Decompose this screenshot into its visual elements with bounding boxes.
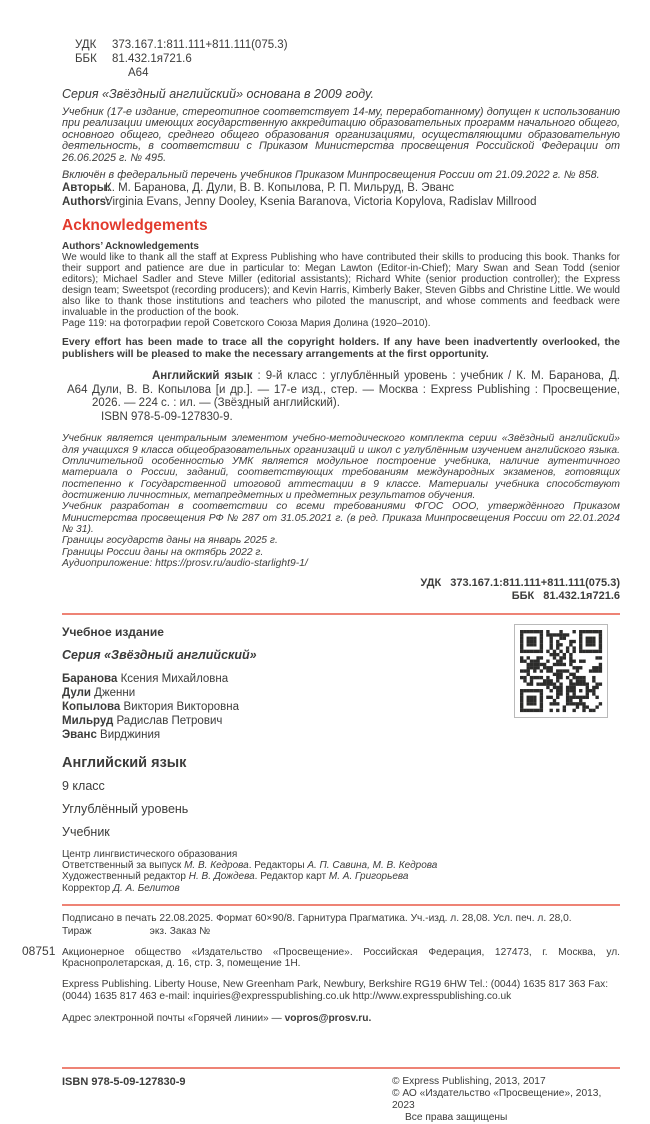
publisher-address-ru: Акционерное общество «Издательство «Просвещение». Российская Федерация, 127473, г. Москва, ул. Краснопролетарская, д. 16, стр. 3, помещение 1Н. bbox=[62, 946, 620, 970]
staff-role: . Редактор карт bbox=[254, 871, 329, 883]
hotline-text: Адрес электронной почты «Горячей линии» — bbox=[62, 1012, 285, 1024]
footer-isbn: ISBN 978-5-09-127830-9 bbox=[62, 1075, 186, 1088]
edition-section bbox=[62, 615, 620, 894]
author-given: Дженни bbox=[94, 686, 136, 699]
catalog-entry-rest: : 9-й класс : углублённый уровень : учебник / К. М. Баранова, Д. Дули, В. В. Копылова [и др.]. — 17-е изд., стер. — Москва : Express Publishing : Просвещение, 2026. — 224 с. : ил. — (Звёздный английский). bbox=[92, 370, 620, 410]
audio-app-link: Аудиоприложение: https://prosv.ru/audio-starlight9-1/ bbox=[62, 558, 308, 570]
acknowledgements-body: We would like to thank all the staff at Express Publishing who have contributed their skills to producing this book. Thanks for their support and patience are due in particular to: Megan Lawton (Editor-in-Chief); Mary Swan and Sean Todd (senior editors); Michael Sadler and Steve Miller (editorial assistants); Richard White (senior production controller); the Express design team; Sweetspot (recording producers); and Kevin Harris, Kimberly Baker, Steven Gibbs and Christine Little. We would also like to thank those institutions and teachers who piloted the manuscript, and whose comments and feedback were invaluable in the production of the book. bbox=[62, 252, 620, 318]
classification-codes bbox=[75, 38, 620, 80]
book-type-line: Учебник bbox=[62, 824, 110, 839]
tirazh-rest: экз. Заказ № bbox=[149, 925, 211, 937]
edition-series: Серия «Звёздный английский» bbox=[62, 647, 257, 662]
udk-label: УДК bbox=[75, 39, 97, 51]
edition-kind: Учебное издание bbox=[62, 624, 164, 639]
series-founded-note: Серия «Звёздный английский» основана в 2009 году. bbox=[62, 87, 374, 101]
hotline-email: vopros@prosv.ru. bbox=[284, 1012, 372, 1024]
staff-line-3 bbox=[62, 883, 620, 894]
acknowledgements-title: Acknowledgements bbox=[62, 217, 208, 235]
tirazh-line bbox=[62, 926, 620, 937]
catalog-title: Английский язык bbox=[152, 370, 253, 383]
copyright-line-1: © Express Publishing, 2013, 2017 bbox=[392, 1075, 546, 1087]
footer-section bbox=[62, 1076, 620, 1124]
subject-title: Английский язык bbox=[62, 754, 187, 771]
author-surname: Дули bbox=[62, 686, 91, 699]
authors-ru-row bbox=[62, 182, 620, 195]
staff-name: Д. А. Белитов bbox=[112, 882, 180, 894]
catalog-card bbox=[62, 370, 620, 424]
author-given: Ксения Михайловна bbox=[120, 672, 229, 685]
author-surname: Эванс bbox=[62, 728, 97, 741]
author-given: Вирджиния bbox=[100, 728, 161, 741]
approval-paragraph: Учебник (17-е издание, стереотипное соответствует 14-му, переработанному) допущен к использованию при реализации имеющих государственную аккредитацию образовательных программ начального общего, основного общего, среднего общего образования организациями, осуществляющими образовательную деятельность, в соответствии с Приказом Министерства просвещения Российской Федерации от 26.06.2025 г. № 495. bbox=[62, 106, 620, 164]
authors-en-value: Virginia Evans, Jenny Dooley, Ksenia Baranova, Victoria Kopylova, Radislav Millrood bbox=[105, 196, 537, 209]
copyright-block bbox=[392, 1076, 620, 1124]
staff-name: Н. В. Дождева bbox=[188, 871, 255, 883]
publisher-address-en: Express Publishing. Liberty House, New Greenham Park, Newbury, Berkshire RG19 6HW Tel.: (0044) 1635 817 363 Fax: (0044) 1635 817 463 e-mail: inquiries@expresspublishing.co.uk http://www.expresspublishing.co.uk bbox=[62, 979, 609, 1002]
editorial-staff bbox=[62, 849, 620, 894]
authors-ru-label: Авторы: bbox=[62, 182, 111, 195]
staff-name: М. В. Кедрова bbox=[184, 860, 249, 872]
bbk-label: ББК bbox=[75, 53, 97, 65]
author-surname: Баранова bbox=[62, 672, 118, 685]
staff-role: Художественный редактор bbox=[62, 871, 189, 883]
photo-credit-note: Page 119: на фотографии герой Советского Союза Мария Долина (1920–2010). bbox=[62, 318, 431, 330]
bbk-value: 81.432.1я721.6 bbox=[112, 53, 192, 65]
staff-name: М. А. Григорьева bbox=[328, 871, 409, 883]
tirazh-label: Тираж bbox=[62, 925, 92, 937]
level-line: Углублённый уровень bbox=[62, 801, 189, 816]
udk-right-row bbox=[62, 577, 620, 590]
bbk-right-row bbox=[62, 590, 620, 603]
bbk-right-value: 81.432.1я721.6 bbox=[543, 589, 620, 602]
copyright-notice: Every effort has been made to trace all the copyright holders. If any have been inadvertently overlooked, the publishers will be pleased to make the necessary arrangements at the first opportunity. bbox=[62, 337, 620, 360]
rights-reserved-line: Все права защищены bbox=[405, 1112, 508, 1124]
grade-line: 9 класс bbox=[62, 778, 105, 793]
staff-name: А. П. Савина, М. В. Кедрова bbox=[307, 860, 438, 872]
author-name bbox=[62, 728, 620, 742]
udk-right-label: УДК bbox=[420, 576, 442, 589]
udk-row bbox=[75, 38, 620, 52]
borders-note-2: Границы России даны на октябрь 2022 г. bbox=[62, 546, 264, 558]
authors-en-label: Authors: bbox=[62, 196, 110, 209]
catalog-author-mark: А64 bbox=[67, 384, 88, 397]
center-line: Центр лингвистического образования bbox=[62, 848, 238, 860]
classification-codes-right bbox=[62, 577, 620, 603]
staff-line-2 bbox=[62, 871, 620, 882]
divider-rule-2 bbox=[62, 904, 620, 906]
divider-rule-3 bbox=[62, 1067, 620, 1069]
staff-line-1 bbox=[62, 860, 620, 871]
annotation-paragraph-1: Учебник является центральным элементом учебно-методического комплекта серии «Звёздный английский» для учащихся 9 класса общеобразовательных организаций и школ с углублённым изучением английского языка. Отличительной особенностью УМК является модульное построение учебника, наличие аутентичного материала о России, заданий, соответствующих требованиям международных экзаменов, готовящих постепенно к Государственной итоговой аттестации в 9 классе. Материалы учебника способствуют достижению личностных, метапредметных и предметных результатов обучения. bbox=[62, 433, 620, 501]
acknowledgements-subtitle: Authors’ Acknowledgements bbox=[62, 241, 199, 253]
qr-code bbox=[514, 624, 608, 718]
authors-ru-value: К. М. Баранова, Д. Дули, В. В. Копылова, Р. П. Мильруд, В. Эванс bbox=[105, 182, 455, 195]
bbk-row bbox=[75, 52, 620, 66]
annotation-paragraph-2: Учебник разработан в соответствии со всеми требованиями ФГОС ООО, утверждённого Приказом Министерства просвещения РФ № 287 от 31.05.2021 г. (в ред. Приказа Минпросвещения России от 22.01.2024 № 31). bbox=[62, 501, 620, 535]
copyright-line-2: © АО «Издательство «Просвещение», 2013, 2023 bbox=[392, 1087, 602, 1111]
hotline-line bbox=[62, 1013, 620, 1024]
staff-role: . Редакторы bbox=[248, 860, 308, 872]
author-mark: А64 bbox=[128, 67, 149, 79]
author-surname: Мильруд bbox=[62, 714, 114, 727]
author-given: Виктория Викторовна bbox=[123, 700, 239, 713]
author-surname: Копылова bbox=[62, 700, 121, 713]
author-given: Радислав Петрович bbox=[116, 714, 223, 727]
udk-value: 373.167.1:811.111+811.111(075.3) bbox=[112, 39, 288, 51]
imprint-section bbox=[62, 913, 620, 1024]
udk-right-value: 373.167.1:811.111+811.111(075.3) bbox=[450, 576, 620, 589]
staff-role: Ответственный за выпуск bbox=[62, 860, 185, 872]
catalog-entry bbox=[92, 370, 620, 411]
staff-role: Корректор bbox=[62, 882, 113, 894]
federal-list-note: Включён в федеральный перечень учебников Приказом Минпросвещения России от 21.09.2022 г. № 858. bbox=[62, 169, 600, 182]
bbk-right-label: ББК bbox=[511, 589, 535, 602]
catalog-isbn: ISBN 978-5-09-127830-9. bbox=[101, 410, 233, 423]
print-info-line: Подписано в печать 22.08.2025. Формат 60×90/8. Гарнитура Прагматика. Уч.-изд. л. 28,08. Усл. печ. л. 28,0. bbox=[62, 912, 572, 924]
authors-en-row bbox=[62, 196, 620, 209]
print-order-number: 08751 bbox=[22, 944, 56, 958]
borders-note-1: Границы государств даны на январь 2025 г. bbox=[62, 535, 278, 547]
